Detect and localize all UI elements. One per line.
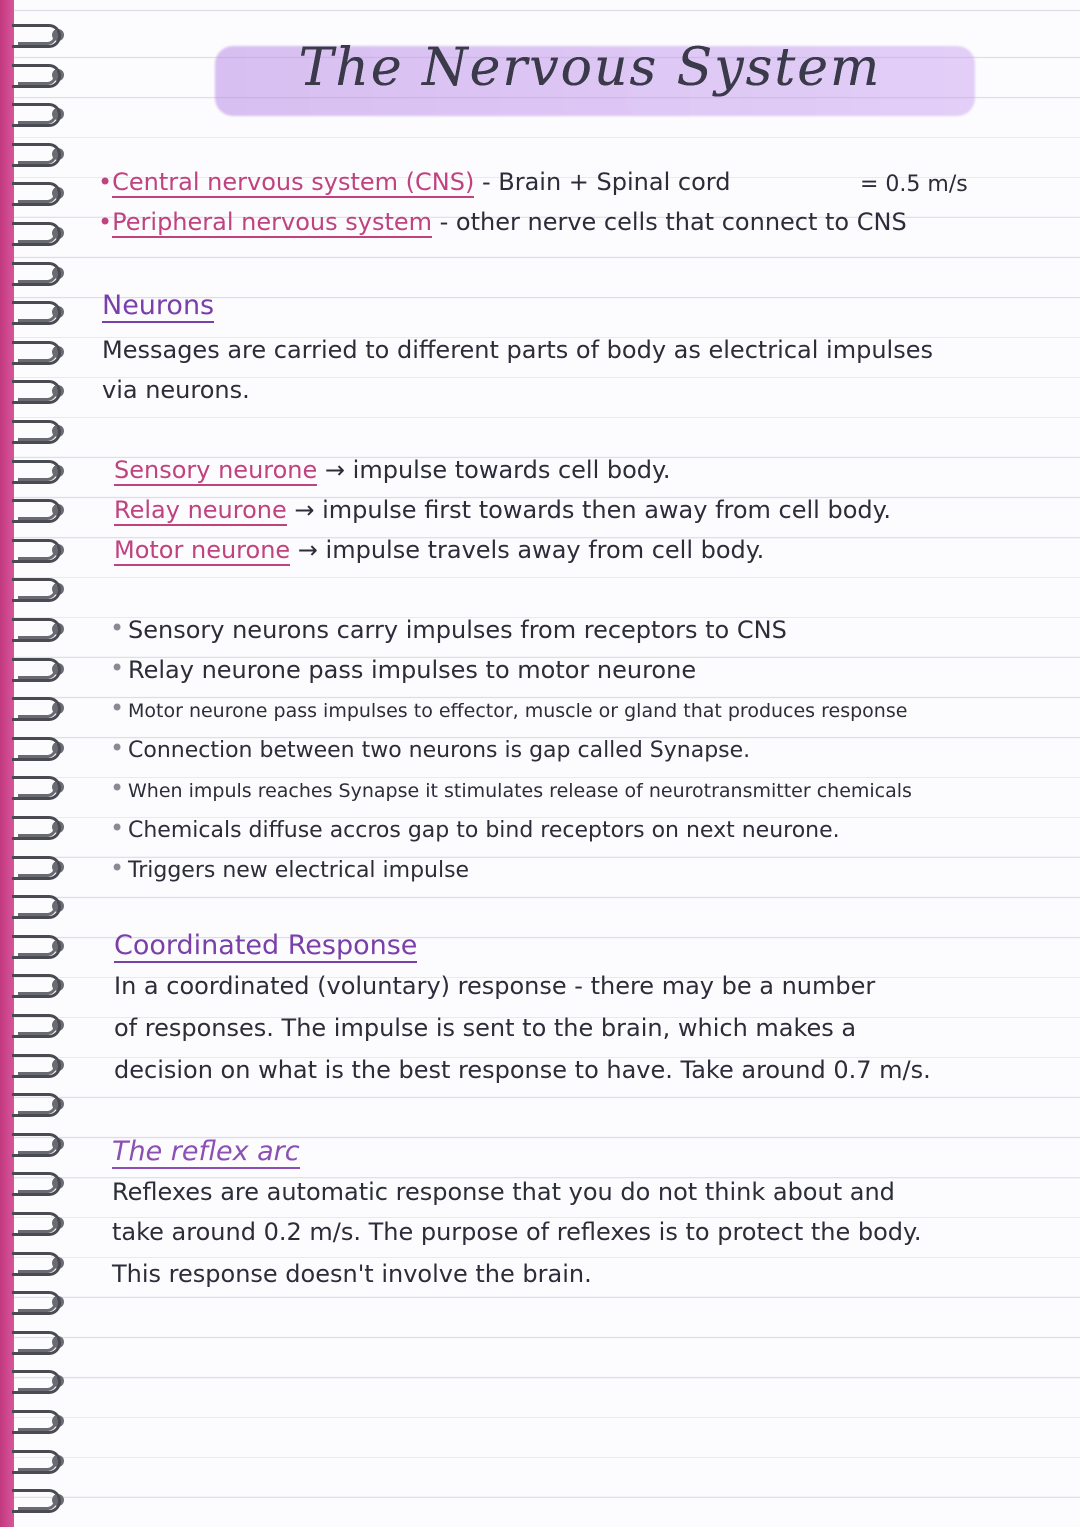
coordinated-line-1: In a coordinated (voluntary) response - there may be a number bbox=[114, 972, 876, 1000]
system-cns-label: Central nervous system (CNS) bbox=[112, 168, 475, 196]
neurons-line-2: via neurons. bbox=[102, 376, 250, 404]
reflex-heading: The reflex arc bbox=[112, 1136, 300, 1167]
type-relay-desc: → impulse first towards then away from cell body. bbox=[286, 496, 892, 524]
coordinated-heading: Coordinated Response bbox=[114, 930, 418, 961]
system-cns-note: = 0.5 m/s bbox=[860, 172, 968, 197]
type-sensory-name: Sensory neurone bbox=[114, 456, 318, 484]
reflex-line-2: take around 0.2 m/s. The purpose of reflexes is to protect the body. bbox=[112, 1218, 922, 1246]
bullet-2: Relay neurone pass impulses to motor neurone bbox=[128, 656, 697, 684]
bullet-1: Sensory neurons carry impulses from receptors to CNS bbox=[128, 616, 787, 644]
coordinated-line-2: of responses. The impulse is sent to the brain, which makes a bbox=[114, 1014, 857, 1042]
coordinated-line-3: decision on what is the best response to have. Take around 0.7 m/s. bbox=[114, 1056, 931, 1084]
bullet-dot: • bbox=[110, 854, 125, 882]
type-sensory-desc: → impulse towards cell body. bbox=[317, 456, 671, 484]
type-motor-name: Motor neurone bbox=[114, 536, 291, 564]
bullet-3: Motor neurone pass impulses to effector, muscle or gland that produces response bbox=[128, 700, 908, 722]
type-motor bbox=[114, 536, 764, 564]
system-cns-desc: - Brain + Spinal cord bbox=[474, 168, 731, 196]
system-cns: •Central nervous system (CNS) - Brain + Spinal cord bbox=[98, 168, 731, 196]
type-motor-desc: → impulse travels away from cell body. bbox=[290, 536, 765, 564]
neurons-heading: Neurons bbox=[102, 290, 215, 321]
reflex-line-1: Reflexes are automatic response that you do not think about and bbox=[112, 1178, 895, 1206]
bullet-dot: • bbox=[110, 814, 125, 842]
bullet-dot: • bbox=[110, 614, 125, 642]
bullet-7: Triggers new electrical impulse bbox=[128, 858, 470, 883]
bullet-dot: • bbox=[110, 694, 125, 722]
system-pns-desc: - other nerve cells that connect to CNS bbox=[432, 208, 907, 236]
page-title: The Nervous System bbox=[298, 38, 882, 98]
bullet-dot: • bbox=[110, 734, 125, 762]
type-relay bbox=[114, 496, 891, 524]
system-pns-label: Peripheral nervous system bbox=[112, 208, 432, 236]
neurons-line-1: Messages are carried to different parts of body as electrical impulses bbox=[102, 336, 933, 364]
bullet-4: Connection between two neurons is gap called Synapse. bbox=[128, 738, 751, 763]
reflex-line-3: This response doesn't involve the brain. bbox=[112, 1260, 592, 1288]
bullet-6: Chemicals diffuse accros gap to bind receptors on next neurone. bbox=[128, 818, 840, 843]
system-pns: •Peripheral nervous system - other nerve cells that connect to CNS bbox=[98, 208, 907, 236]
bullet-5: When impuls reaches Synapse it stimulates release of neurotransmitter chemicals bbox=[128, 780, 912, 802]
bullet-dot: • bbox=[110, 654, 125, 682]
type-sensory bbox=[114, 456, 670, 484]
bullet-dot: • bbox=[110, 774, 125, 802]
type-relay-name: Relay neurone bbox=[114, 496, 287, 524]
